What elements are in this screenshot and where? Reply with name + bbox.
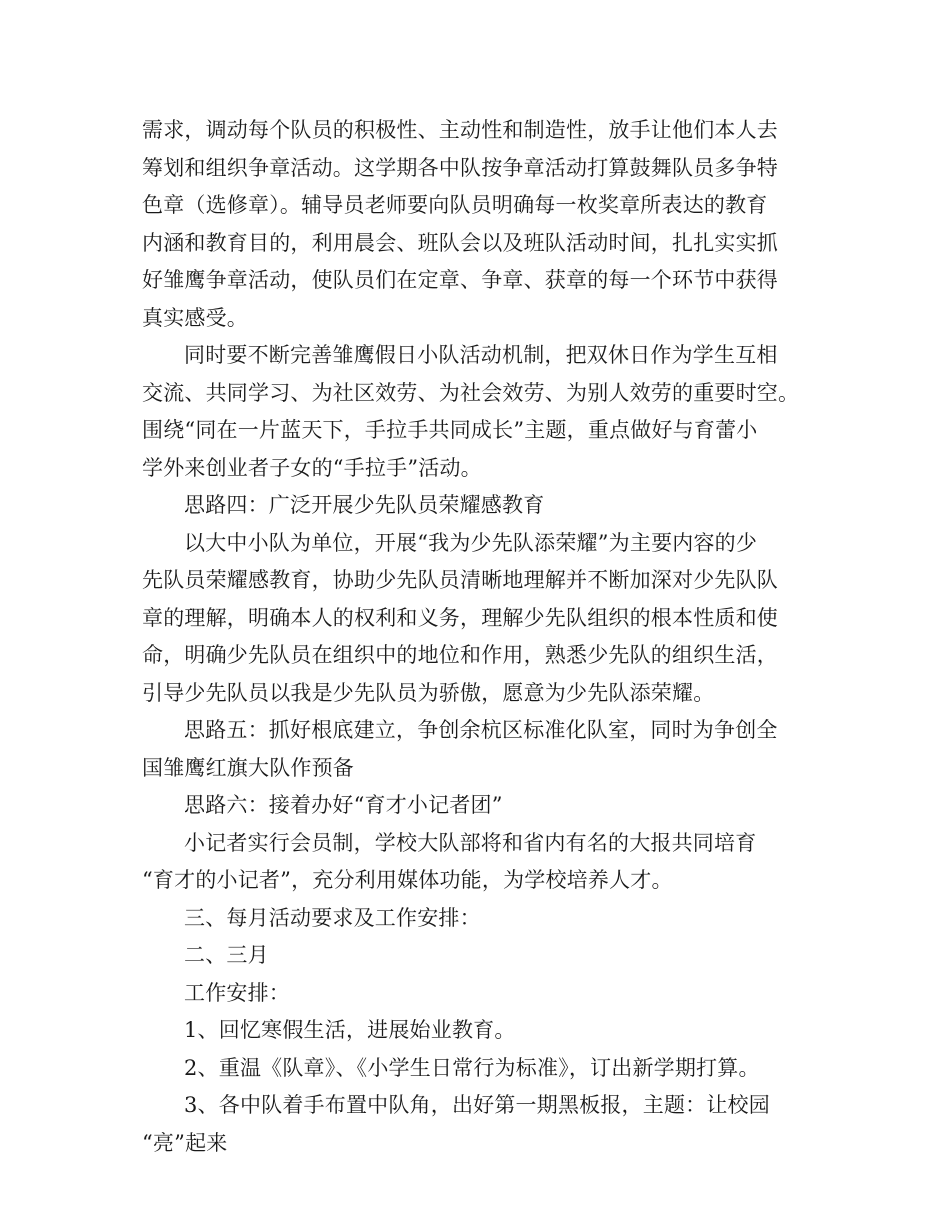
text-line: 内涵和教育目的，利用晨会、班队会以及班队活动时间，扎扎实实抓 xyxy=(142,231,778,255)
list-item: 3、各中队着手布置中队角，出好第一期黑板报，主题：让校园 xyxy=(184,1093,770,1117)
section-heading: 思路六：接着办好“育才小记者团” xyxy=(184,793,503,817)
text-line: 国雏鹰红旗大队作预备 xyxy=(142,756,354,780)
text-line: 学外来创业者子女的“手拉手”活动。 xyxy=(142,456,482,480)
text-line: 小记者实行会员制，学校大队部将和省内有名的大报共同培育 xyxy=(184,831,757,855)
text-line: “育才的小记者”，充分利用媒体功能，为学校培养人才。 xyxy=(142,868,673,892)
list-item: 2、重温《队章》、《小学生日常行为标准》，订出新学期打算。 xyxy=(184,1056,760,1080)
section-heading: 思路五：抓好根底建立，争创余杭区标准化队室，同时为争创全 xyxy=(184,718,778,742)
text-line: 需求，调动每个队员的积极性、主动性和制造性，放手让他们本人去 xyxy=(142,118,778,142)
section-heading: 三、每月活动要求及工作安排： xyxy=(184,906,481,930)
text-line: 交流、共同学习、为社区效劳、为社会效劳、为别人效劳的重要时空。 xyxy=(142,381,800,405)
text-line: 同时要不断完善雏鹰假日小队活动机制，把双休日作为学生互相 xyxy=(184,343,778,367)
section-heading: 思路四：广泛开展少先队员荣耀感教育 xyxy=(184,493,545,517)
list-item: 1、回忆寒假生活，进展始业教育。 xyxy=(184,1018,516,1042)
text-line: 色章（选修章）。辅导员老师要向队员明确每一枚奖章所表达的教育 xyxy=(142,193,768,217)
text-line: 先队员荣耀感教育，协助少先队员清晰地理解并不断加深对少先队队 xyxy=(142,568,778,592)
text-line: 筹划和组织争章活动。这学期各中队按争章活动打算鼓舞队员多争特 xyxy=(142,156,778,180)
text-line: 引导少先队员以我是少先队员为骄傲，愿意为少先队添荣耀。 xyxy=(142,681,715,705)
text-line: “亮”起来 xyxy=(142,1131,228,1155)
text-line: 命，明确少先队员在组织中的地位和作用，熟悉少先队的组织生活， xyxy=(142,643,778,667)
subsection-heading: 二、三月 xyxy=(184,943,269,967)
text-line: 好雏鹰争章活动，使队员们在定章、争章、获章的每一个环节中获得 xyxy=(142,268,778,292)
text-line: 以大中小队为单位，开展“我为少先队添荣耀”为主要内容的少 xyxy=(184,531,758,555)
text-line: 围绕“同在一片蓝天下，手拉手共同成长”主题，重点做好与育蕾小 xyxy=(142,418,758,442)
text-line: 章的理解，明确本人的权利和义务，理解少先队组织的根本性质和使 xyxy=(142,606,778,630)
text-line: 工作安排： xyxy=(184,981,290,1005)
text-line: 真实感受。 xyxy=(142,306,248,330)
